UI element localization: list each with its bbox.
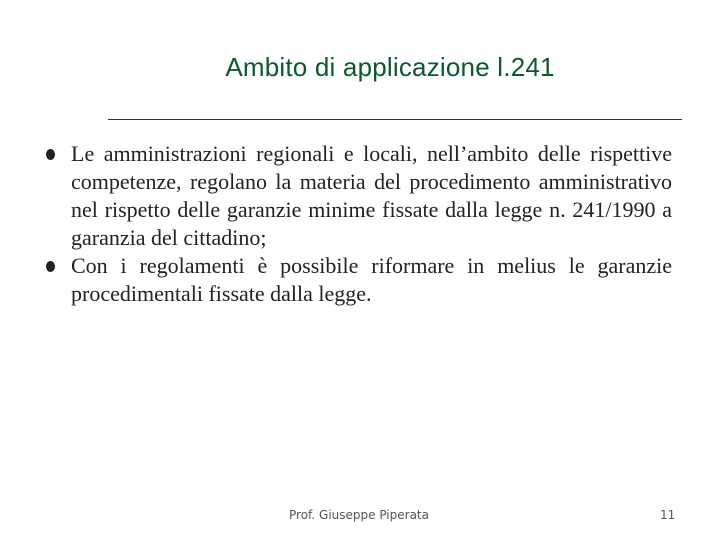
bullet-dot-icon [46,149,55,160]
bullet-text: Con i regolamenti è possibile riformare in melius le garanzie procedimentali fissate dalla legge. [71,253,672,306]
footer-author: Prof. Giuseppe Piperata [289,508,429,522]
title-divider [108,119,682,120]
bullet-item [44,252,672,308]
bullet-dot-icon [46,261,55,272]
slide-title: Ambito di applicazione l.241 [225,52,555,82]
page-number: 11 [660,508,676,522]
bullet-item [44,140,672,252]
bullet-text: Le amministrazioni regionali e locali, nell’ambito delle rispettive competenze, regolano la materia del procedimento amministrativo nel rispetto delle garanzie minime fissate dalla legge n. 241/1990 a garanzia del cittadino; [71,141,672,250]
bullet-list [44,140,672,308]
